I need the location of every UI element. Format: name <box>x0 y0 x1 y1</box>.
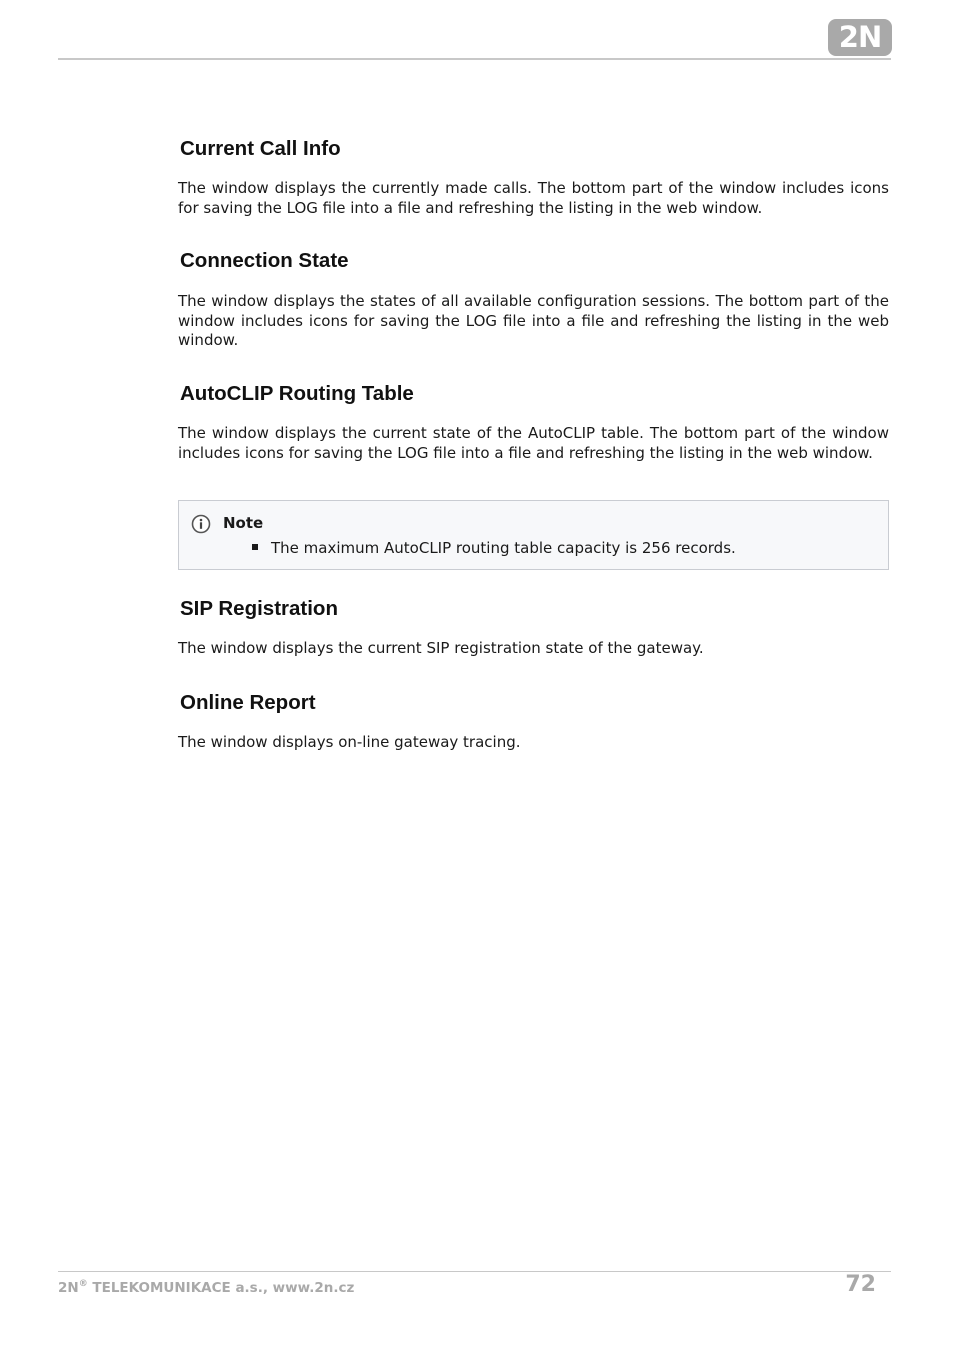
footer-company <box>58 1279 354 1296</box>
section-body-autoclip-routing-table: The window displays the current state of the AutoCLIP table. The bottom part of the window includes icons for saving the LOG file into a file and refreshing the listing in the web window. <box>178 424 889 462</box>
section-title-connection-state: Connection State <box>180 249 349 272</box>
2n-logo <box>828 19 892 56</box>
note-item: The maximum AutoCLIP routing table capacity is 256 records. <box>271 539 736 557</box>
page-number: 72 <box>845 1272 876 1297</box>
registered-mark: ® <box>78 1279 88 1289</box>
section-body-online-report: The window displays on-line gateway tracing. <box>178 733 521 751</box>
info-icon <box>191 514 211 534</box>
section-title-online-report: Online Report <box>180 691 316 714</box>
footer-brand: 2N <box>58 1280 79 1296</box>
header-rule <box>58 58 891 60</box>
note-title: Note <box>223 514 264 532</box>
section-title-current-call-info: Current Call Info <box>180 137 341 160</box>
bullet-icon <box>252 544 258 550</box>
section-title-sip-registration: SIP Registration <box>180 597 338 620</box>
section-body-current-call-info: The window displays the currently made calls. The bottom part of the window includes icons for saving the LOG file into a file and refreshing the listing in the web window. <box>178 179 889 217</box>
logo-text: 2N <box>838 20 882 54</box>
section-body-sip-registration: The window displays the current SIP registration state of the gateway. <box>178 639 704 657</box>
section-body-connection-state: The window displays the states of all available configuration sessions. The bottom part of the window includes icons for saving the LOG file into a file and refreshing the listing in the web window. <box>178 292 889 350</box>
section-title-autoclip-routing-table: AutoCLIP Routing Table <box>180 382 414 405</box>
footer-rule <box>58 1271 891 1272</box>
note-box <box>178 500 889 570</box>
footer-company-name: TELEKOMUNIKACE a.s., www.2n.cz <box>87 1280 355 1296</box>
